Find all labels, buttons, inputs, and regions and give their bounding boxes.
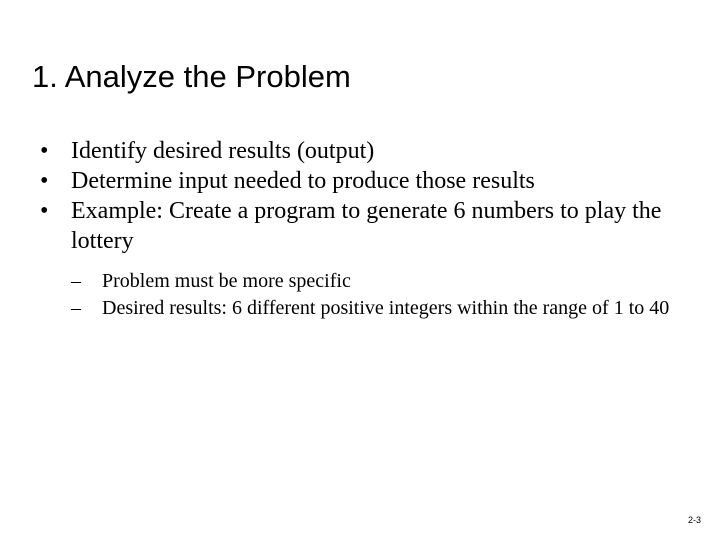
bullet-text: Example: Create a program to generate 6 numbers to play the lottery — [71, 198, 662, 254]
sub-bullet-text: Desired results: 6 different positive integers within the range of 1 to 40 — [102, 297, 670, 319]
bullet-item — [40, 166, 690, 196]
bullet-marker: • — [40, 168, 49, 194]
sub-bullet-item — [71, 295, 690, 322]
bullet-text: Identify desired results (output) — [71, 138, 375, 164]
bullet-text: Determine input needed to produce those results — [71, 168, 535, 194]
sub-bullet-list — [71, 268, 690, 322]
sub-bullet-text: Problem must be more specific — [102, 270, 351, 292]
slide-number: 2-3 — [687, 515, 701, 525]
bullet-item — [40, 136, 690, 166]
sub-bullet-marker: – — [71, 270, 81, 292]
slide-title: 1. Analyze the Problem — [32, 59, 351, 94]
bullet-list — [40, 136, 690, 322]
bullet-item — [40, 196, 690, 322]
bullet-marker: • — [40, 198, 49, 224]
sub-bullet-item — [71, 268, 690, 295]
bullet-marker: • — [40, 138, 49, 164]
sub-bullet-marker: – — [71, 297, 81, 319]
